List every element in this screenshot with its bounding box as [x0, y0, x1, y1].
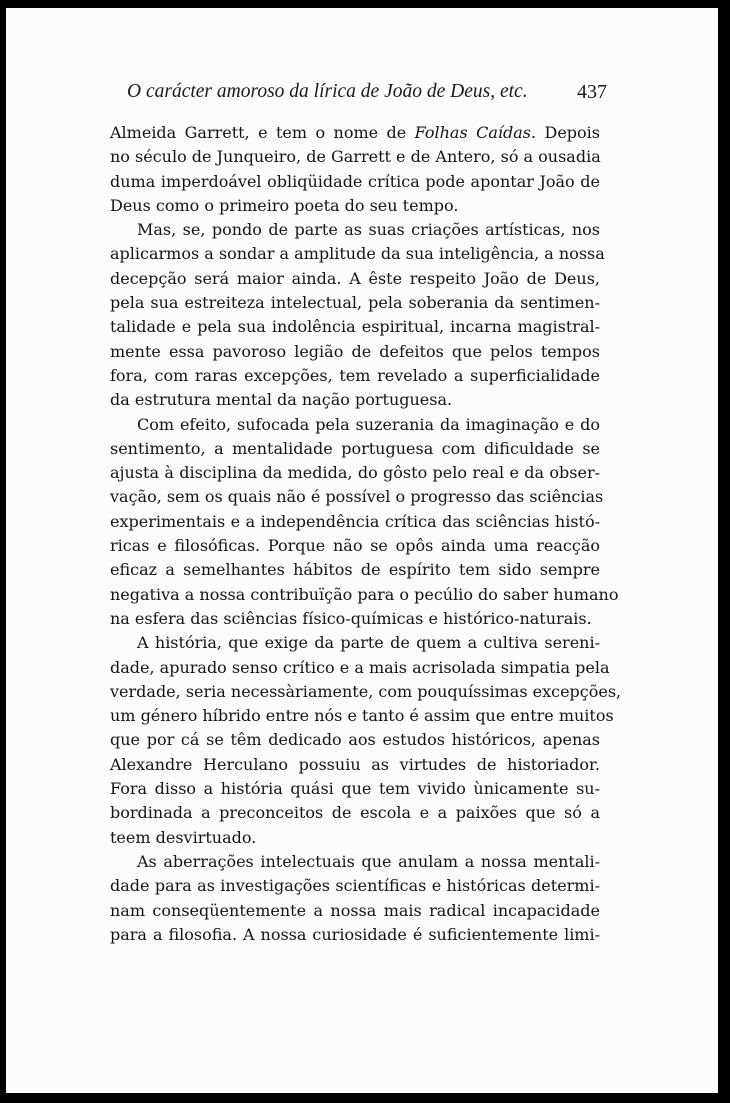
- text-line: teem desvirtuado.: [110, 827, 257, 847]
- text-line: pela sua estreiteza intelectual, pela soberania da sentimen-: [110, 293, 600, 313]
- running-title: O carácter amoroso da lírica de João de Deus, etc.: [127, 81, 528, 102]
- text-line: experimentais e a independência crítica das sciências histó-: [110, 511, 600, 531]
- text-line: um género híbrido entre nós e tanto é assim que entre muitos: [110, 706, 614, 726]
- book-title-folhas-caidas: Folhas Caídas.: [414, 123, 537, 142]
- text-line: que por cá se têm dedicado aos estudos históricos, apenas: [110, 730, 600, 750]
- text-line: eficaz a semelhantes hábitos de espírito tem sido sempre: [110, 560, 600, 580]
- text-line: nam conseqüentemente a nossa mais radical incapacidade: [110, 900, 600, 920]
- page-number: 437: [577, 81, 607, 103]
- text-line: As aberrações intelectuais que anulam a nossa mentali-: [137, 851, 600, 871]
- text-line: da estrutura mental da nação portuguesa.: [110, 390, 453, 410]
- text-line: dade, apurado senso crítico e a mais acrisolada simpatia pela: [110, 657, 610, 677]
- text-line: talidade e pela sua indolência espiritual, incarna magistral-: [110, 317, 600, 337]
- body-text: [110, 121, 622, 947]
- text-line: dade para as investigações scientíficas e históricas determi-: [110, 876, 600, 896]
- text-line: vação, sem os quais não é possível o progresso das sciências: [110, 487, 604, 507]
- text-line: negativa a nossa contribuïção para o pecúlio do saber humano: [110, 584, 619, 604]
- text-line: bordinada a preconceitos de escola e a paixões que só a: [110, 803, 600, 823]
- text-line: Fora disso a história quási que tem vivido ùnicamente su-: [110, 779, 600, 799]
- text-line: decepção será maior ainda. A êste respeito João de Deus,: [110, 268, 600, 288]
- text-line: aplicarmos a sondar a amplitude da sua inteligência, a nossa: [110, 244, 605, 264]
- running-header: [127, 78, 607, 108]
- text-line: Almeida Garrett, e tem o nome de Folhas Caídas. Depois: [110, 123, 600, 142]
- text-line: na esfera das sciências físico-químicas e histórico-naturais.: [110, 608, 592, 628]
- book-page: [6, 8, 718, 1093]
- text-line: fora, com raras excepções, tem revelado a superficialidade: [110, 365, 600, 385]
- text-line: ricas e filosóficas. Porque não se opôs ainda uma reacção: [110, 536, 600, 556]
- text-line: sentimento, a mentalidade portuguesa com dificuldade se: [110, 438, 600, 458]
- text-line: no século de Junqueiro, de Garrett e de Antero, só a ousadia: [110, 147, 601, 167]
- text-line: verdade, seria necessàriamente, com pouquíssimas excepções,: [110, 681, 622, 701]
- text-line: A história, que exige da parte de quem a cultiva sereni-: [137, 633, 600, 653]
- text-line: duma imperdoável obliqüidade crítica pode apontar João de: [110, 171, 600, 191]
- text-line: mente essa pavoroso legião de defeitos que pelos tempos: [110, 341, 600, 361]
- text-line: ajusta à disciplina da medida, do gôsto pelo real e da obser-: [110, 463, 600, 483]
- text-line: Mas, se, pondo de parte as suas criações artísticas, nos: [137, 220, 600, 240]
- text-line: para a filosofia. A nossa curiosidade é suficientemente limi-: [110, 924, 600, 944]
- text-line: Deus como o primeiro poeta do seu tempo.: [110, 195, 459, 215]
- text-line: Alexandre Herculano possuiu as virtudes de historiador.: [110, 754, 600, 774]
- text-line: Com efeito, sufocada pela suzerania da imaginação e do: [137, 414, 600, 434]
